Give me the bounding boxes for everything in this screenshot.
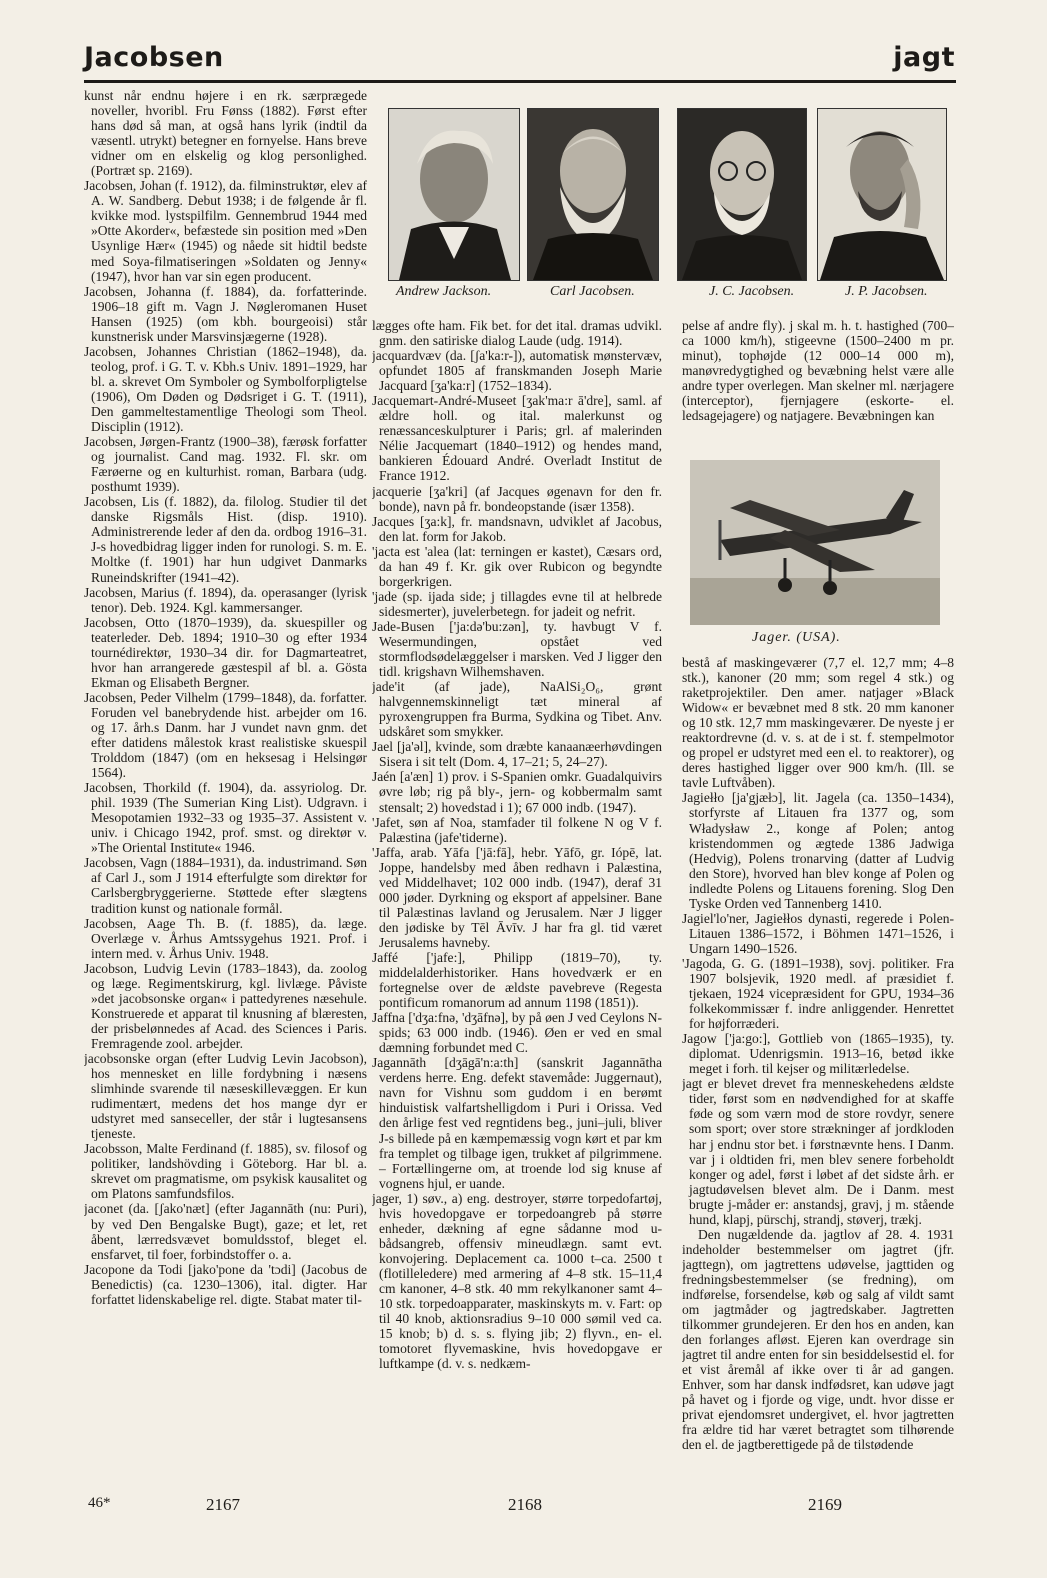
entry: kunst når endnu højere i en rk. særprægede noveller, hvoribl. Fru Fønss (1882). Først efter hans død så man, at også hans lyrik (indtil da væsentl. utrykt) betegner en fornyelse. Hans breve vidner om en elskelig og klog personlighed. (Portræt sp. 2169). — [84, 88, 367, 179]
entry: Jacquemart-André-Museet [ʒak'ma:r ā'dre], saml. af ældre holl. og ital. malerkunst og renæssanceskulpturer i Paris; grl. af malerinden Nélie Jacquemart (1840–1912) og hendes mand, bankieren Édouard André. Overladt Institut de France 1912. — [372, 393, 662, 484]
entry: Jacobsen, Otto (1870–1939), da. skuespiller og teaterleder. Deb. 1894; 1910–30 og efter 1934 tournédirektør, 1930–34 dir. for Dagmarteatret, hvor han arrangerede gæstespil af bl. a. Gösta Ekman og Elisabeth Bergner. — [84, 614, 367, 690]
entry: jacquardvæv (da. [ʃa'ka:r-]), automatisk mønstervæv, opfundet 1805 af franskmanden Joseph Marie Jacquard [ʒa'ka:r] (1752–1834). — [372, 348, 662, 394]
portrait-carl-jacobsen — [527, 108, 659, 281]
page-number-middle: 2168 — [508, 1495, 542, 1514]
entry: Jacobsen, Aage Th. B. (f. 1885), da. læge. Overlæge v. Århus Amtssygehus 1921. Prof. i intern med. v. Århus Univ. 1948. — [84, 915, 367, 961]
column-right-top — [682, 318, 954, 448]
caption-carl-jacobsen: Carl Jacobsen. — [550, 284, 635, 299]
entry: 'jade (sp. ijada side; j tillagdes evne til at helbrede sidesmerter), juvelerbetegn. for jadeit og nefrit. — [372, 588, 662, 619]
entry: jacquerie [ʒa'kri] (af Jacques øgenavn for den fr. bonde), navn på fr. bondeopstande (især 1358). — [372, 483, 662, 514]
entry: Jaffé ['jafe:], Philipp (1819–70), ty. middelalderhistoriker. Hans hovedværk er en fortegnelse over de ældste pavebreve (Regesta pontificum romanorum ad annum 1198 (1851)). — [372, 949, 662, 1011]
entry: Jacobsen, Johannes Christian (1862–1948), da. teolog, prof. i G. T. v. Kbh.s Univ. 1891–1929, har bl. a. skrevet Om Symboler og Symbolforpligtelse (1906), Om Døden og Dødsriget i G. T. (1911), Den gammeltestamentlige Theologi som Theol. Disciplin (1912). — [84, 343, 367, 435]
entry: Jaén [a'æn] 1) prov. i S-Spanien omkr. Guadalquivirs øvre løb; rig på bly-, jern- og kobbermalm samt stensalt; 2) hovedstad i 1); 67 000 indb. (1947). — [372, 769, 662, 815]
entry: Jacobsen, Johanna (f. 1884), da. forfatterinde. 1906–18 gift m. Vagn J. Nøgleromanen Huset Hansen (1925) (om kbh. bourgeoisi) står kunstnerisk under Marsvinsjægerne (1928). — [84, 283, 367, 344]
header-right-word: jagt — [893, 42, 955, 73]
column-middle — [372, 318, 662, 1490]
entry: Jaffna ['dʒa:fnə, 'dʒāfnə], by på øen J ved Ceylons N-spids; 63 000 indb. (1946). Øen er ved en smal dæmning forbundet med C. — [372, 1010, 662, 1056]
caption-andrew-jackson: Andrew Jackson. — [396, 284, 492, 299]
entry: Jagiełło [ja'gjæłɔ], lit. Jagela (ca. 1350–1434), storfyrste af Litauen fra 1377 og, som Władysław 2., konge af Polen; antog kristendommen og ægtede 1386 Jadwiga (Hedvig), Polens tronarving (datter af Ludvig den Store), hvorved han blev konge af Polen og indledte Polens og Litauens forening. Slog Den Tyske Orden ved Tannenberg 1410. — [682, 790, 954, 911]
entry: Jacobson, Ludvig Levin (1783–1843), da. zoolog og læge. Regimentskirurg, kgl. livlæge. Påviste »det jacobsonske organ« i pattedyrenes næsehule. Konstruerede et apparat til knusning af blæresten, der prisbelønnedes af Acad. des Sciences i Paris. Fremragende zool. arbejder. — [84, 960, 367, 1051]
portrait-jp-jacobsen — [817, 108, 947, 281]
entry: jacobsonske organ (efter Ludvig Levin Jacobson), hos mennesket en lille fordybning i næsens slimhinde svarende til næseskillevæggen. Er kun rudimentært, medens det hos mange dyr er udstyret med sanseceller, der står i lugtesansens tjeneste. — [84, 1051, 367, 1142]
entry: Jacobsen, Johan (f. 1912), da. filminstruktør, elev af A. W. Sandberg. Debut 1938; i de følgende år fl. kvikke mod. lystspilfilm. Gennembrud 1944 med »Otte Akorder«, befæstede sin position med »Den Usynlige Hær« (1945) og nåede sit hidtil bedste med Soya-filmatiseringen »Soldaten og Jenny« (1947), hvor han var sin egen producent. — [84, 178, 367, 284]
entry: Jacobsen, Vagn (1884–1931), da. industrimand. Søn af Carl J., som J 1914 efterfulgte som direktør for Carlsbergbryggerierne. Støttede efter slægtens tradition kunst og nationale formål. — [84, 855, 367, 916]
portrait-andrew-jackson — [388, 108, 520, 281]
entry: 'Jaffa, arab. Yāfa ['jā:fā], hebr. Yāfō, gr. Iópē, lat. Joppe, handelsby med åben redhavn i Palæstina, ved Middelhavet; 102 000 indb. (1947), deraf 31 000 jøder. Dyrkning og eksport af appelsiner. Bane til Palæstinas lavland og Jerusalem. Nær J ligger den jødiske by Tēl Āvīv. J har fra gl. tid været Jerusalems havneby. — [372, 844, 662, 950]
entry: Jacobsen, Lis (f. 1882), da. filolog. Studier til det danske Rigsmåls Hist. (disp. 1910). Administrerende leder af den da. ordbog 1916–31. J-s hovedbidrag ligger inden for runologi. S. m. E. Moltke (f. 1901) har hun udgivet Danmarks Runeindskrifter (1941–42). — [84, 494, 367, 585]
entry: lægges ofte ham. Fik bet. for det ital. dramas udvikl. gnm. den satiriske dialog Laude (udg. 1914). — [372, 318, 662, 349]
entry: Jagow ['ja:go:], Gottlieb von (1865–1935), ty. diplomat. Udenrigsmin. 1913–16, betød ikke meget i forh. til kejser og militærledelse. — [682, 1031, 954, 1077]
entry: jaconet (da. [ʃako'næt] (efter Jagannāth (nu: Puri), by ved Den Bengalske Bugt), gaze; et let, ret åbent, lærredsvævet bomuldsstof, bleget el. ensfarvet, til foer, forbindstoffer o. a. — [84, 1201, 367, 1262]
plane-caption: Jager. (USA). — [752, 630, 841, 645]
entry: 'Jafet, søn af Noa, stamfader til folkene N og V f. Palæstina (jafe'tiderne). — [372, 814, 662, 845]
column-left — [84, 88, 367, 1490]
entry: 'Jagoda, G. G. (1891–1938), sovj. politiker. Fra 1907 bolsjevik, 1920 medl. af præsidiet f. tjekaen, 1924 vicepræsident for GPU, 1934–36 folkekommissær f. indre anliggender. Henrettet for højforræderi. — [682, 955, 954, 1032]
entry-continued: bestå af maskingeværer (7,7 el. 12,7 mm; 4–8 stk.), kanoner (20 mm; som regel 4 stk.) og raketprojektiler. Den amer. natjager »Black Widow« er bevæbnet med 8 stk. 20 mm kanoner og 10 stk. 12,7 mm maskingeværer. De nyeste j er reaktordrevne (d. v. s. at de i st. f. stempelmotor og propel er udstyret med een el. to reaktorer), og deres hastighed ligger over 900 km/h. (Ill. se tavle Luftvåben). — [682, 655, 954, 791]
entry: jade'it (af jade), NaAlSi₂O₆, grønt halvgennemskinneligt tæt mineral af pyroxengruppen fra Burma, Sydkina og Tibet. Anv. udskåret som smykker. — [372, 679, 662, 740]
entry: Jacobsen, Jørgen-Frantz (1900–38), færøsk forfatter og journalist. Cand mag. 1932. Fl. skr. om Færøerne og en kulturhist. roman, Barbara (udg. posthumt 1939). — [84, 434, 367, 495]
entry: Jacobsson, Malte Ferdinand (f. 1885), sv. filosof og politiker, landshövding i Göteborg. Har bl. a. skrevet om pragmatisme, om psykisk kausalitet og om Platons samfundsfilos. — [84, 1141, 367, 1202]
entry: Jacobsen, Thorkild (f. 1904), da. assyriolog. Dr. phil. 1939 (The Sumerian King List). Udgravn. i Mesopotamien 1932–33 og 1935–37. Assistent v. univ. i Chicago 1942, prof. smst. og direktør v. »The Oriental Institute« 1946. — [84, 780, 367, 856]
entry: Jagiel'lo'ner, Jagiełłos dynasti, regerede i Polen-Litauen 1386–1572, i Böhmen 1471–1526, i Ungarn 1490–1526. — [682, 910, 954, 956]
entry: Jacques [ʒa:k], fr. mandsnavn, udviklet af Jacobus, den lat. form for Jakob. — [372, 513, 662, 544]
signature-mark: 46* — [88, 1495, 111, 1511]
entry-continued: pelse af andre fly). j skal m. h. t. hastighed (700–ca 1000 km/h), stigeevne (1500–2400 m pr. minut), tophøjde (12 000–14 000 m), manøvredygtighed og bevæbning helst være alle andre typer overlegen. Man skelner ml. nærjagere (interceptor), fjernjagere (eskorte- el. ledsagejagere) og natjagere. Bevæbningen kan — [682, 318, 954, 424]
entry: jager, 1) søv., a) eng. destroyer, større torpedofartøj, hvis hovedopgave er torpedoangreb på større enheder, dækning af egne sådanne mod u-bådsangreb, offensiv mineudlægn. samt evt. konvojering. Deplacement ca. 1000 t–ca. 2500 t (flotilleledere) med armering af 4–8 stk. 15–11,4 cm kanoner, 4–8 stk. 40 mm rekylkanoner samt 4–10 stk. torpedoapparater, maskinskyts m. v. Fart: op til 40 knob, aktionsradius 9–10 000 sømil ved ca. 15 knob; b) d. s. s. flying jib; 2) flyvn., en- el. tomotoret flyvemaskine, hvis hovedopgave er luftkampe (d. v. s. nedkæm- — [372, 1190, 662, 1372]
caption-jc-jacobsen: J. C. Jacobsen. — [709, 284, 795, 299]
header-left-word: Jacobsen — [84, 42, 224, 73]
page-number-right: 2169 — [808, 1495, 842, 1514]
header-rule — [84, 80, 956, 83]
entry: Jagannāth [dʒāgā'n:a:th] (sanskrit Jagannātha verdens herre. Eng. defekt stavemåde: Juggernaut), navn for Vishnu som guddom i en berømt hinduistisk valfartshelligdom i Puri i Orissa. Ved den årlige fest ved regntidens beg., juni–juli, bliver J-s billede på en kæmpemæssig vogn kørt et par km fra templet og tilbage igen, trukket af pilgrimmene. – Fortællingerne om, at troende lod sig knuse af vognens hjul, er uande. — [372, 1055, 662, 1191]
entry: Jacobsen, Marius (f. 1894), da. operasanger (lyrisk tenor). Deb. 1924. Kgl. kammersanger. — [84, 584, 367, 615]
column-right — [682, 655, 954, 1490]
entry: jagt er blevet drevet fra menneskehedens ældste tider, først som en nødvendighed for at skaffe føde og som værn mod de store rovdyr, senere som sport; over store strækninger af jordkloden har j endnu stor bet. i førstnævnte hens. I Danm. var j i oldtiden fri, men blev senere forbeholdt konger og adel, først i løbet af det sidste årh. er jagtudøvelsen blevet alm. De i Danm. mest brugte j-måder er: anstandsj, gravj, j m. stående hund, klapj, pürschj, strandj, støverj, trækj. — [682, 1076, 954, 1227]
entry-paragraph: Den nugældende da. jagtlov af 28. 4. 1931 indeholder bestemmelser om jagtret (jfr. jagttegn), om jagtrettens udøvelse, jagttiden og fredningsbestemmelser (se fredning), om indførelse, forsendelse, køb og salg af vildt samt om jagtmåder og jagtredskaber. Jagtretten tilkommer grundejeren. Er den hos en anden, kan den forlanges afløst. Ejeren kan overdrage sin jagtret til andre enten for sin besiddelsestid el. for et vist åremål af ikke over ti år ad gangen. Enhver, som har dansk indfødsret, kan udøve jagt på havet og i fjorde og vige, undt. hvor disse er privat ejendomsret undergivet, el. hvor jagtretten fra ældre tid har været betragtet som tilhørende den el. de jagtberettigede på de tilstødende — [682, 1226, 954, 1453]
entry: 'jacta est 'alea (lat: terningen er kastet), Cæsars ord, da han 49 f. Kr. gik over Rubicon og begyndte borgerkrigen. — [372, 543, 662, 589]
entry: Jacobsen, Peder Vilhelm (1799–1848), da. forfatter. Foruden vel banebrydende hist. arbejder om 16. og 17. årh.s Danm. har J vundet navn gnm. det efter datidens målestok krast realistiske skuespil Trolddom (1847) (om en heksesag i Helsingør 1564). — [84, 689, 367, 781]
entry: Jade-Busen ['ja:də'bu:zən], ty. havbugt V f. Wesermundingen, opstået ved stormflodsødelæggelser i marsken. Ved J ligger den tidl. krigshavn Wilhemshaven. — [372, 618, 662, 680]
caption-jp-jacobsen: J. P. Jacobsen. — [845, 284, 928, 299]
entry: Jacopone da Todi [jako'pone da 'tɔdi] (Jacobus de Benedictis) (ca. 1230–1306), ital. digter. Har forfattet lidenskabelige rel. digte. Stabat mater til- — [84, 1261, 367, 1307]
entry: Jael [ja'əl], kvinde, som dræbte kanaanæerhøvdingen Sisera i sit telt (Dom. 4, 17–21; 5, 24–27). — [372, 739, 662, 770]
portrait-jc-jacobsen — [677, 108, 807, 281]
page-number-left: 2167 — [206, 1495, 240, 1514]
fighter-plane-image — [690, 460, 940, 625]
